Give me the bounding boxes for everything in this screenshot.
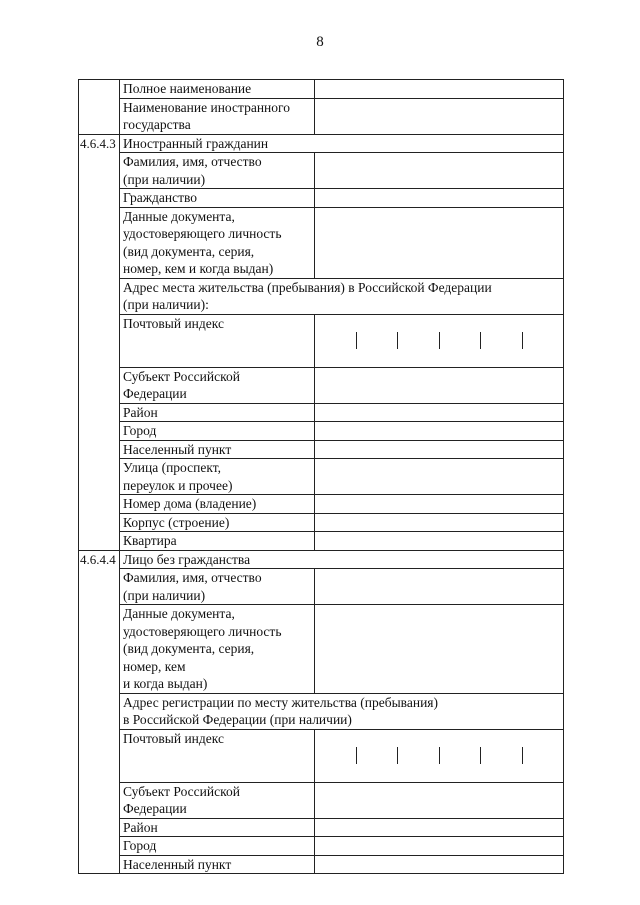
number-cell — [79, 278, 120, 314]
field-value[interactable] — [315, 422, 564, 441]
field-label: Данные документа, удостоверяющего личность (вид документа, серия, номер, кем и когда выдан) — [120, 605, 315, 694]
number-cell — [79, 98, 120, 134]
form-table — [78, 79, 564, 874]
field-label: Фамилия, имя, отчество (при наличии) — [120, 569, 315, 605]
field-label: Район — [120, 818, 315, 837]
field-value[interactable] — [315, 403, 564, 422]
table-row — [79, 855, 564, 874]
postal-digit-box[interactable] — [440, 332, 482, 349]
field-value[interactable] — [315, 818, 564, 837]
postal-digit-box[interactable] — [523, 332, 564, 349]
field-value[interactable] — [315, 782, 564, 818]
page-number: 8 — [316, 34, 324, 50]
number-cell — [79, 782, 120, 818]
field-value[interactable] — [315, 459, 564, 495]
field-value[interactable] — [315, 153, 564, 189]
field-label: Фамилия, имя, отчество (при наличии) — [120, 153, 315, 189]
field-label: Город — [120, 837, 315, 856]
field-label: Субъект Российской Федерации — [120, 782, 315, 818]
table-row — [79, 495, 564, 514]
table-row — [79, 459, 564, 495]
section-title: Лицо без гражданства — [120, 550, 564, 569]
address-header: Адрес места жительства (пребывания) в Российской Федерации (при наличии): — [120, 278, 564, 314]
postal-digit-box[interactable] — [440, 747, 482, 764]
table-row — [79, 818, 564, 837]
postal-digit-box[interactable] — [398, 747, 440, 764]
postal-digit-box[interactable] — [315, 747, 357, 764]
number-cell — [79, 403, 120, 422]
field-label: Город — [120, 422, 315, 441]
address-header-row — [79, 693, 564, 729]
number-cell — [79, 314, 120, 367]
table-row — [79, 403, 564, 422]
address-header: Адрес регистрации по месту жительства (пребывания) в Российской Федерации (при наличии) — [120, 693, 564, 729]
number-cell — [79, 837, 120, 856]
field-value[interactable] — [315, 80, 564, 99]
table-row — [79, 207, 564, 278]
section-number: 4.6.4.4 — [79, 550, 120, 569]
field-label: Субъект Российской Федерации — [120, 367, 315, 403]
number-cell — [79, 729, 120, 782]
field-label: Гражданство — [120, 189, 315, 208]
field-label: Район — [120, 403, 315, 422]
number-cell — [79, 459, 120, 495]
field-label: Полное наименование — [120, 80, 315, 99]
field-label: Данные документа, удостоверяющего личность (вид документа, серия, номер, кем и когда выдан) — [120, 207, 315, 278]
table-row — [79, 367, 564, 403]
table-row — [79, 605, 564, 694]
number-cell — [79, 367, 120, 403]
field-value[interactable] — [315, 189, 564, 208]
postal-code-field[interactable] — [315, 314, 564, 367]
number-cell — [79, 569, 120, 605]
field-value[interactable] — [315, 605, 564, 694]
number-cell — [79, 207, 120, 278]
field-label: Корпус (строение) — [120, 513, 315, 532]
postal-digit-box[interactable] — [357, 332, 399, 349]
number-cell — [79, 422, 120, 441]
table-row — [79, 422, 564, 441]
table-row — [79, 729, 564, 782]
postal-digit-box[interactable] — [481, 332, 523, 349]
number-cell — [79, 532, 120, 551]
field-value[interactable] — [315, 207, 564, 278]
section-number: 4.6.4.3 — [79, 134, 120, 153]
postal-digit-box[interactable] — [481, 747, 523, 764]
number-cell — [79, 818, 120, 837]
table-row — [79, 189, 564, 208]
number-cell — [79, 495, 120, 514]
field-value[interactable] — [315, 837, 564, 856]
field-label: Почтовый индекс — [120, 729, 315, 782]
postal-digit-box[interactable] — [315, 332, 357, 349]
section-title: Иностранный гражданин — [120, 134, 564, 153]
number-cell — [79, 855, 120, 874]
table-row — [79, 513, 564, 532]
number-cell — [79, 693, 120, 729]
table-row — [79, 440, 564, 459]
table-row — [79, 782, 564, 818]
postal-digit-box[interactable] — [523, 747, 564, 764]
field-value[interactable] — [315, 440, 564, 459]
field-value[interactable] — [315, 513, 564, 532]
table-row — [79, 569, 564, 605]
number-cell — [79, 189, 120, 208]
number-cell — [79, 80, 120, 99]
table-row — [79, 80, 564, 99]
address-header-row — [79, 278, 564, 314]
table-row — [79, 98, 564, 134]
table-row — [79, 153, 564, 189]
number-cell — [79, 153, 120, 189]
postal-digit-box[interactable] — [398, 332, 440, 349]
table-row — [79, 314, 564, 367]
field-value[interactable] — [315, 495, 564, 514]
field-label: Улица (проспект, переулок и прочее) — [120, 459, 315, 495]
field-value[interactable] — [315, 532, 564, 551]
field-label: Наименование иностранного государства — [120, 98, 315, 134]
field-value[interactable] — [315, 569, 564, 605]
field-label: Населенный пункт — [120, 440, 315, 459]
field-label: Почтовый индекс — [120, 314, 315, 367]
field-label: Номер дома (владение) — [120, 495, 315, 514]
postal-digit-box[interactable] — [357, 747, 399, 764]
section-header-row — [79, 134, 564, 153]
postal-code-field[interactable] — [315, 729, 564, 782]
table-row — [79, 532, 564, 551]
section-header-row — [79, 550, 564, 569]
field-value[interactable] — [315, 855, 564, 874]
number-cell — [79, 605, 120, 694]
number-cell — [79, 513, 120, 532]
number-cell — [79, 440, 120, 459]
field-value[interactable] — [315, 367, 564, 403]
field-value[interactable] — [315, 98, 564, 134]
field-label: Квартира — [120, 532, 315, 551]
field-label: Населенный пункт — [120, 855, 315, 874]
table-row — [79, 837, 564, 856]
